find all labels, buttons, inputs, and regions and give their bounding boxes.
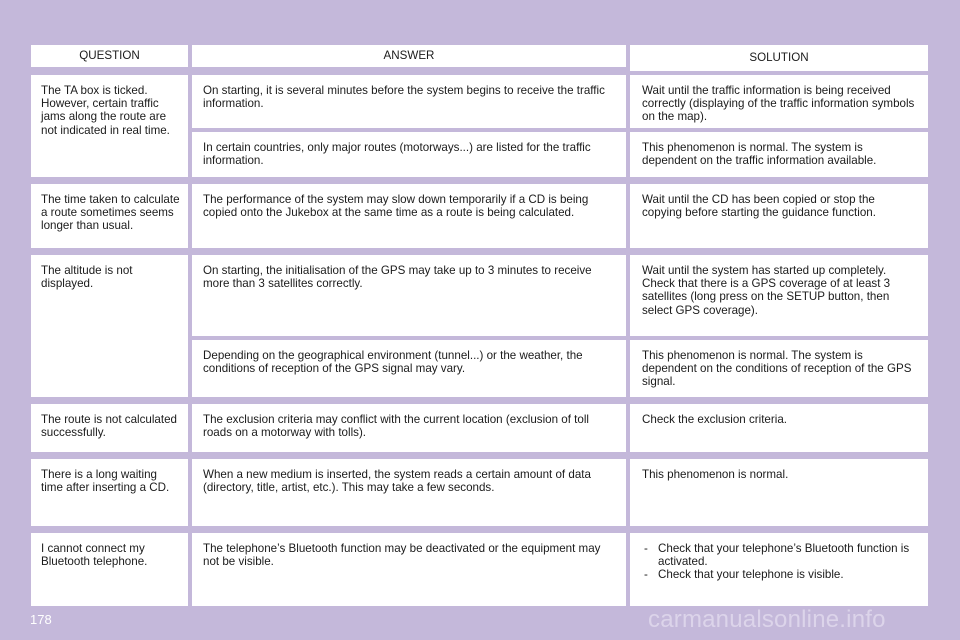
watermark: carmanualsonline.info — [648, 606, 886, 633]
answer-cell: On starting, it is several minutes before the system begins to receive the traffic information. — [192, 75, 626, 128]
solution-cell — [630, 533, 928, 606]
answer-cell: The telephone’s Bluetooth function may be deactivated or the equipment may not be visible. — [192, 533, 626, 606]
solution-cell: This phenomenon is normal. — [630, 459, 928, 526]
answer-cell: Depending on the geographical environment (tunnel...) or the weather, the conditions of reception of the GPS signal may vary. — [192, 340, 626, 397]
solution-cell: Check the exclusion criteria. — [630, 404, 928, 452]
answer-cell: The performance of the system may slow down temporarily if a CD is being copied onto the Jukebox at the same time as a route is being calculated. — [192, 184, 626, 248]
question-cell: The route is not calculated successfully. — [31, 404, 188, 452]
solution-bullet-item: - Check that your telephone is visible. — [644, 568, 918, 581]
answer-cell: The exclusion criteria may conflict with the current location (exclusion of toll roads on a motorway with tolls). — [192, 404, 626, 452]
question-cell: The TA box is ticked. However, certain traffic jams along the route are not indicated in real time. — [31, 75, 188, 177]
header-question: QUESTION — [31, 45, 188, 67]
solution-cell: This phenomenon is normal. The system is dependent on the traffic information available. — [630, 132, 928, 177]
question-cell: The altitude is not displayed. — [31, 255, 188, 397]
solution-cell: Wait until the traffic information is being received correctly (displaying of the traffic information symbols on the map). — [630, 75, 928, 128]
page-number: 178 — [30, 612, 52, 627]
solution-cell: Wait until the system has started up completely. Check that there is a GPS coverage of at least 3 satellites (long press on the SETUP button, then select GPS coverage). — [630, 255, 928, 336]
header-solution: SOLUTION — [630, 45, 928, 71]
solution-cell: Wait until the CD has been copied or stop the copying before starting the guidance function. — [630, 184, 928, 248]
header-answer: ANSWER — [192, 45, 626, 67]
solution-cell: This phenomenon is normal. The system is dependent on the conditions of reception of the GPS signal. — [630, 340, 928, 397]
answer-cell: On starting, the initialisation of the GPS may take up to 3 minutes to receive more than 3 satellites correctly. — [192, 255, 626, 336]
question-cell: The time taken to calculate a route sometimes seems longer than usual. — [31, 184, 188, 248]
answer-cell: When a new medium is inserted, the system reads a certain amount of data (directory, title, artist, etc.). This may take a few seconds. — [192, 459, 626, 526]
answer-cell: In certain countries, only major routes (motorways...) are listed for the traffic information. — [192, 132, 626, 177]
question-cell: I cannot connect my Bluetooth telephone. — [31, 533, 188, 606]
solution-bullet-list — [644, 542, 918, 582]
question-cell: There is a long waiting time after inserting a CD. — [31, 459, 188, 526]
solution-bullet-item: - Check that your telephone’s Bluetooth function is activated. — [644, 542, 918, 568]
